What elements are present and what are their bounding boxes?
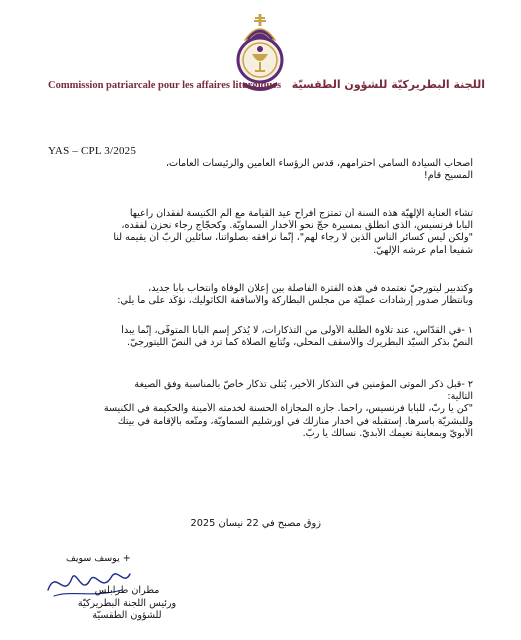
paragraph-line: تشاء العناية الإلهيّة هذه السنة أن تمتزج أفراح عيد القيامة مع ألم الكنيسة لفقدان راعيها xyxy=(129,208,473,219)
paragraph-line: ٢ -قبل ذكر الموتى المؤمنين في التذكار الأخير، يُتلى تذكار خاصّ بالمناسبة وفق الصيغة xyxy=(134,379,473,390)
paragraph-line: البابا فرنسيس، الذي انطلق بمسيرة حجّ نحو الأخدار السماويّة. وكحجّاج رجاء نحزن لفقده، xyxy=(121,220,473,232)
paragraph-line: "ولكن ليس كسائر الناس الذين لا رجاء لهم"، إنّما نرافقه بصلواتنا، سائلين الربّ أن يقيمه لنا xyxy=(113,232,473,244)
paragraph-2 xyxy=(53,283,473,307)
org-name-french: Commission patriarcale pour les affaires liturgiques xyxy=(48,80,282,91)
point-2 xyxy=(53,379,473,440)
org-name-arabic: اللجنة البطريركيّة للشؤون الطقسيّة xyxy=(291,78,485,91)
paragraph-line: شفيعاً أمام عرشه الإلهيّ. xyxy=(373,244,473,256)
paragraph-1 xyxy=(53,208,473,257)
paragraph-line: "كن يا ربّ، للبابا فرنسيس، راحماً. جازه المجازاة الحسنة لخدمته الأمينة والحكيمة في الكنيسة xyxy=(103,403,473,415)
point-1 xyxy=(53,325,473,349)
signatory-title xyxy=(72,585,182,623)
salutation xyxy=(53,158,473,182)
letterhead xyxy=(0,0,521,110)
title-line: مطران طرابلس xyxy=(94,585,160,596)
title-line: للشؤون الطقسيّة xyxy=(92,610,162,621)
signatory-name: + يوسف سويف xyxy=(66,553,131,564)
paragraph-line: وكتدبير ليتورجيّ نعتمده في هذه الفترة الفاصلة بين إعلان الوفاة وانتخاب بابا جديد، xyxy=(148,283,473,294)
reference-number: YAS – CPL 3/2025 xyxy=(48,145,137,157)
paragraph-line: ١ -في القدّاس، عند تلاوة الطلبة الأولى من التذكارات، لا يُذكر إسم البابا المتوفّى، إنّما يبدأ xyxy=(121,325,473,336)
paragraph-line: التالية: xyxy=(447,391,473,403)
title-line: ورئيس اللجنة البطريركيّة xyxy=(77,597,177,609)
salutation-line: أصحاب السيادة السامي احترامهم، قدس الرؤساء العامين والرئيسات العامات، xyxy=(165,158,473,169)
paragraph-line: وبانتظار صدور إرشادات عمليّة من مجلس البطاركة والأساقفة الكاثوليك، نؤكّد على ما يلي: xyxy=(117,295,473,307)
paragraph-line: النصّ بذكر السيّد البطريرك والأسقف المحلّي، وتُتابع الصلاة كما ترد في النصّ الليتورجيّ. xyxy=(127,337,473,349)
salutation-line: المسيح قام! xyxy=(423,170,473,182)
paragraph-line: الأبويّ وبمعاينة نعيمك الأبديّ. نسألك يا ربّ. xyxy=(302,427,473,439)
place-and-date: زوق مصبح في 22 نيسان 2025 xyxy=(190,518,321,529)
paragraph-line: وللبشريّة بأسرها. إستقبله في أخدار منازلك في أورشليم السماويّة، ومتّعه بالإقامة في بيتك xyxy=(117,415,473,427)
